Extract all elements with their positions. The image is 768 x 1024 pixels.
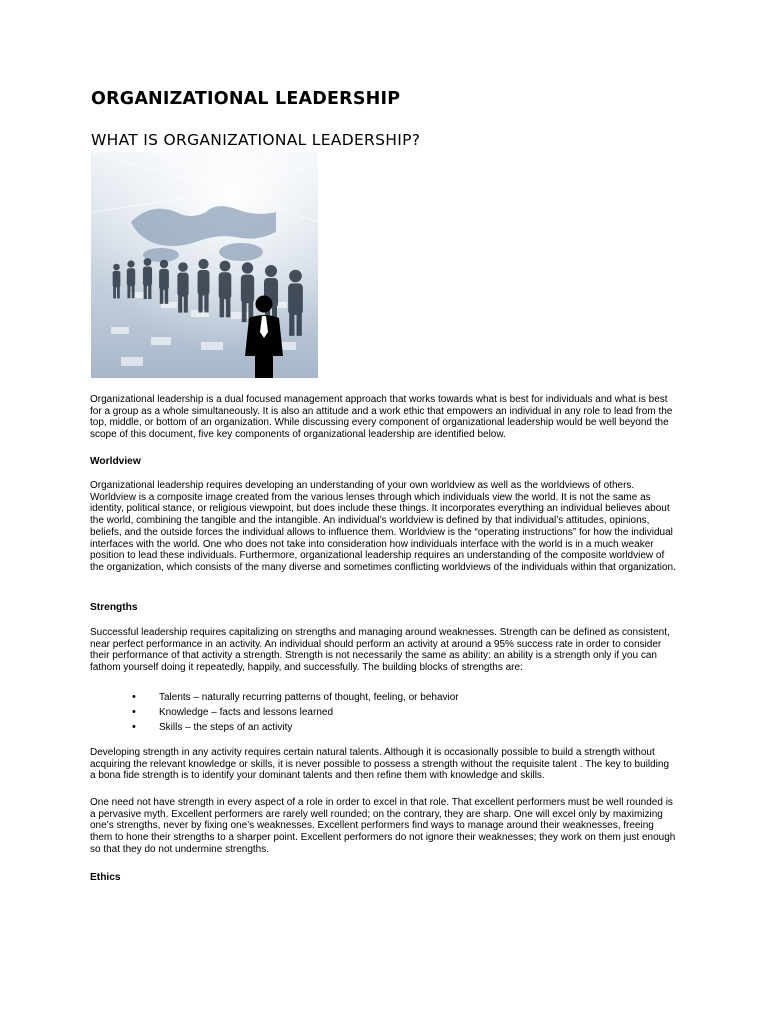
heading-ethics: Ethics [90, 872, 121, 883]
strengths-building-blocks-list [90, 690, 610, 736]
document-title: ORGANIZATIONAL LEADERSHIP [91, 89, 401, 109]
leadership-illustration [91, 152, 318, 378]
strengths-paragraph: Successful leadership requires capitalizing on strengths and managing around weaknesses. Strength can be defined as consistent, near perfect performance in an activity. An individual should perform an activity at around a 95% success rate in order to consider their performance of that activity a strength. Strength is not necessarily the same as ability: an ability is a strength only if you can fathom yourself doing it repeatedly, happily, and successfully. The building blocks of strengths are: [90, 627, 670, 674]
worldview-paragraph: Organizational leadership requires developing an understanding of your own worldview as well as the worldviews of others. Worldview is a composite image created from the various lenses through which individuals view the world. It is not the same as identity, political stance, or religious viewpoint, but does include these things. It incorporates everything an individual believes about the world, combining the tangible and the intangible. An individual’s worldview is defined by that individual’s attitudes, opinions, beliefs, and the outside forces the individual allows to influence them. Worldview is the “operating instructions” for how the individual interfaces with the world. One who does not take into consideration how individuals interface with the world is in a much weaker position to lead these individuals. Furthermore, organizational leadership requires an understanding of the composite worldview of the organization, which consists of the many diverse and sometimes conflicting worldviews of the individuals within that organization. [90, 480, 676, 573]
list-item: • Talents – naturally recurring patterns of thought, feeling, or behavior [132, 691, 459, 703]
list-item: • Skills – the steps of an activity [132, 721, 293, 734]
heading-strengths: Strengths [90, 602, 138, 613]
strengths-paragraph-2: Developing strength in any activity requires certain natural talents. Although it is occasionally possible to build a strength without acquiring the relevant knowledge or skills, it is never possible to possess a strength without the requisite talent . The key to building a bona fide strength is to identify your dominant talents and then refine them with knowledge and skills. [90, 747, 670, 782]
intro-paragraph: Organizational leadership is a dual focused management approach that works towards what is best for individuals and what is best for a group as a whole simultaneously. It is also an attitude and a work ethic that empowers an individual in any role to lead from the top, middle, or bottom of an organization. While discussing every component of organizational leadership would be well beyond the scope of this document, five key components of organizational leadership are identified below. [90, 394, 673, 441]
list-item: • Knowledge – facts and lessons learned [132, 706, 334, 719]
section-subtitle: WHAT IS ORGANIZATIONAL LEADERSHIP? [91, 131, 421, 149]
heading-worldview: Worldview [90, 456, 141, 467]
strengths-paragraph-3: One need not have strength in every aspect of a role in order to excel in that role. That excellent performers must be well rounded is a pervasive myth. Excellent performers are rarely well rounded; on the contrary, they are sharp. One will excel only by maximizing one’s strengths, never by fixing one’s weaknesses. Excellent performers find ways to manage around their weaknesses, freeing them to hone their strengths to a sharper point. Excellent performers do not ignore their weaknesses; they work on them just enough so that they do not undermine strengths. [90, 797, 676, 855]
